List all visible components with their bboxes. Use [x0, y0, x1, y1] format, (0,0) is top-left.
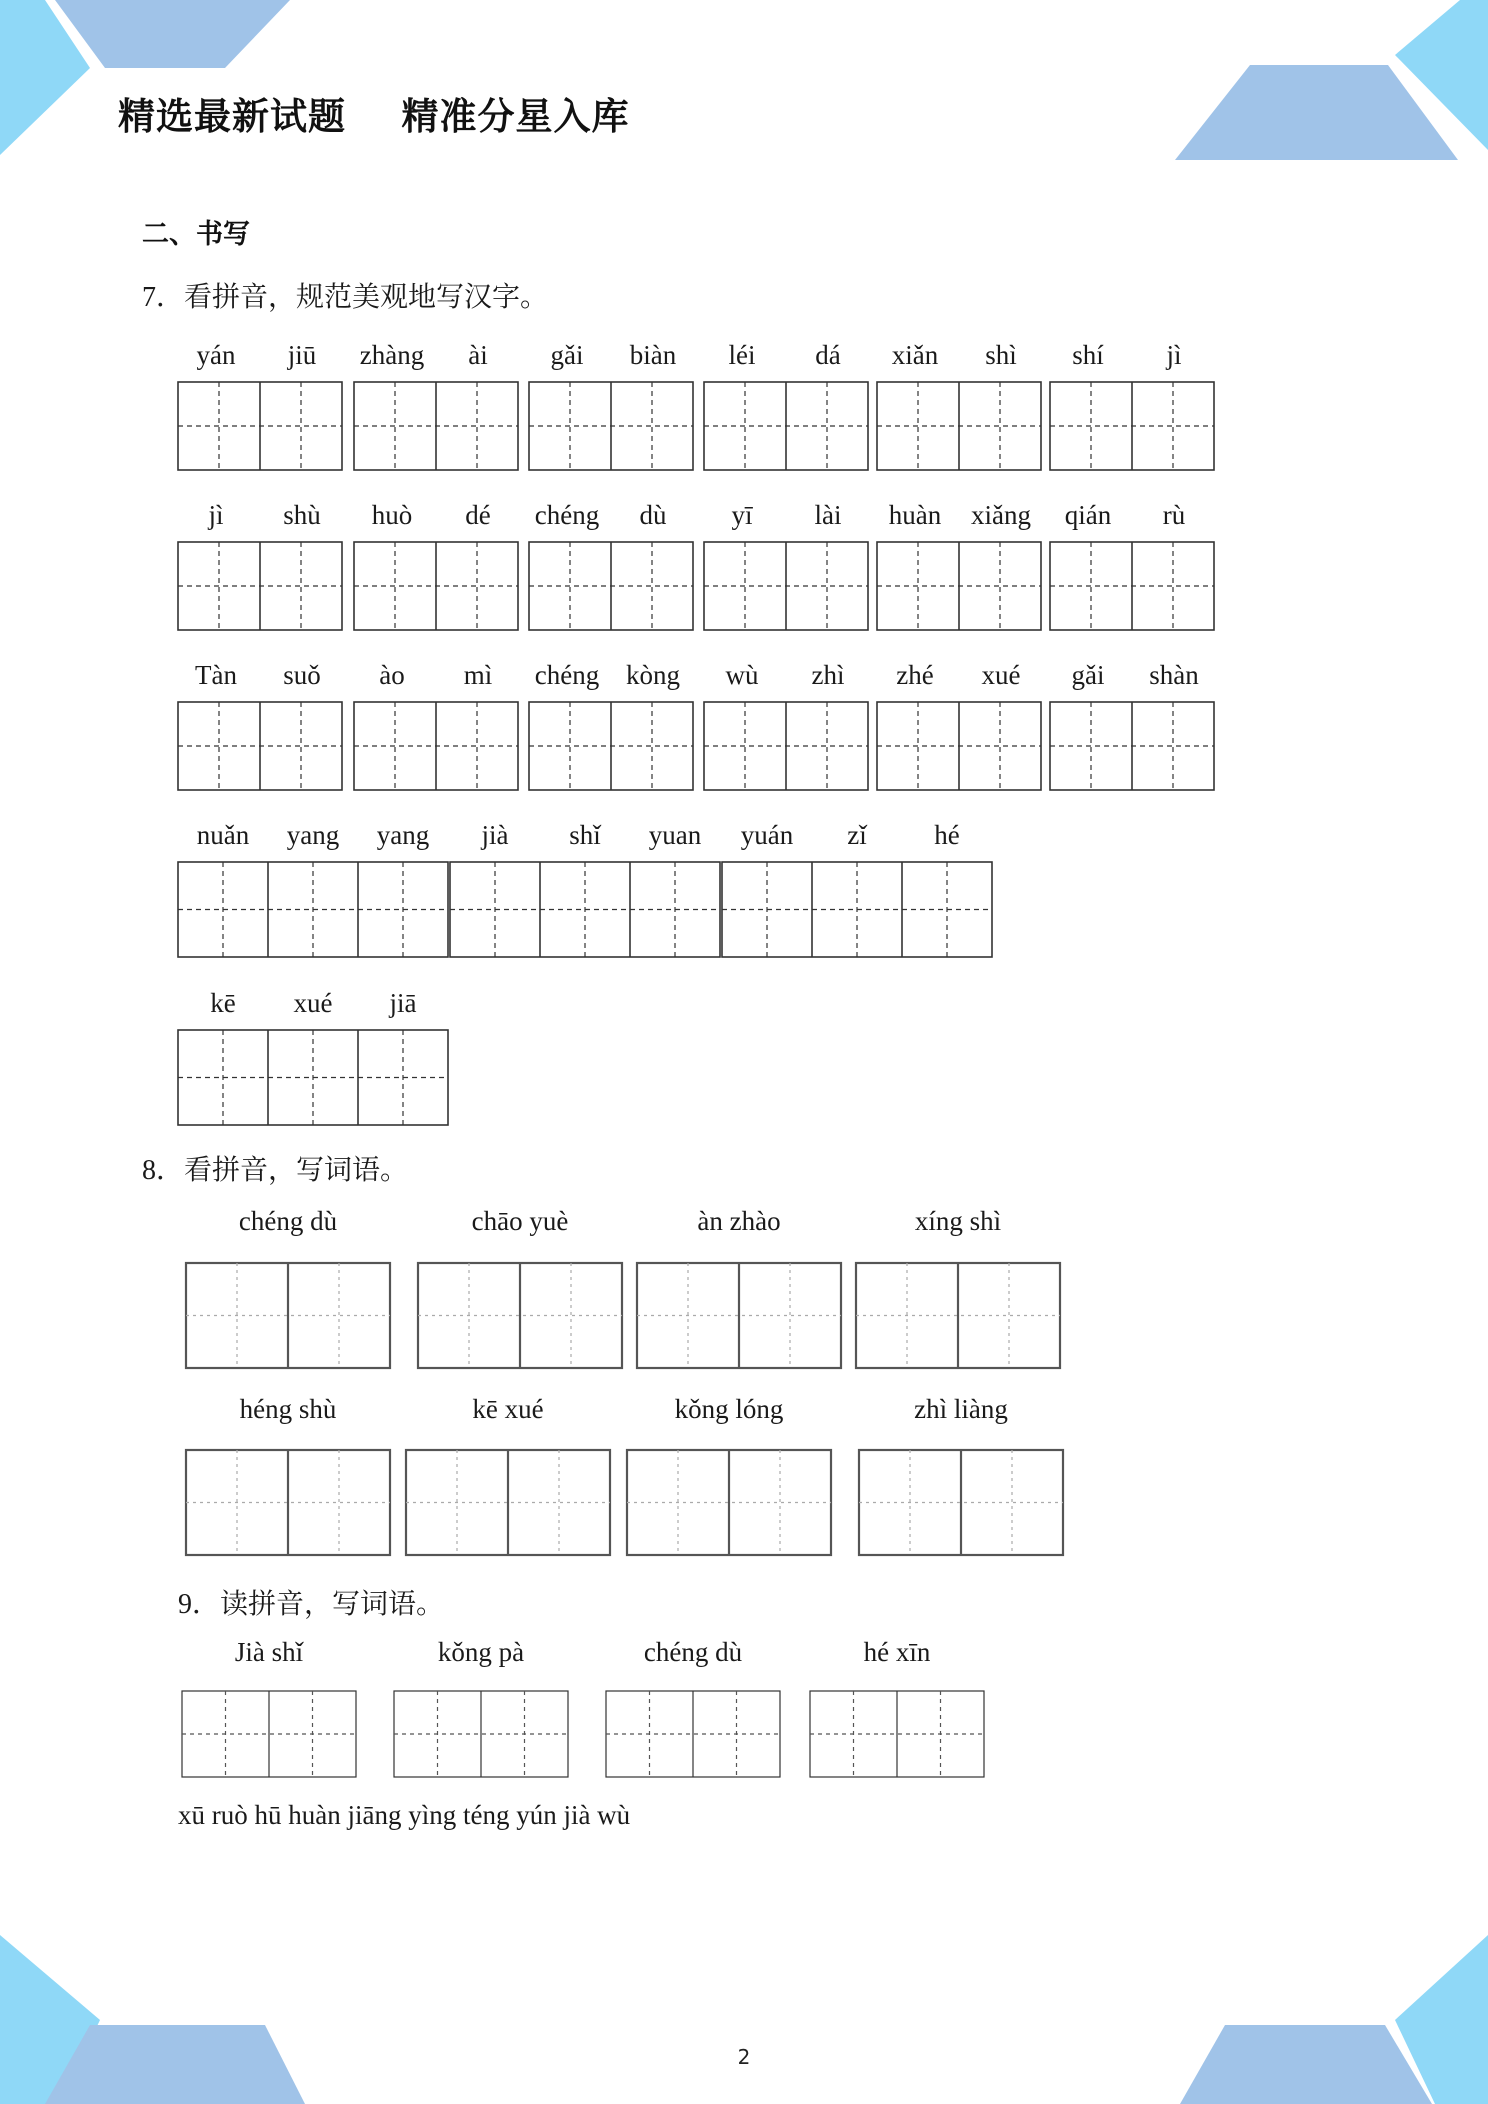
writing-grid[interactable] [527, 540, 695, 632]
pinyin-label: yang [376, 820, 430, 850]
pinyin-label: ài [468, 340, 488, 370]
pinyin-label: wù [725, 660, 759, 690]
pinyin-label: yán [196, 340, 236, 370]
question-8-title: 8．看拼音，写词语。 [142, 1155, 409, 1186]
pinyin-label: rù [1162, 500, 1186, 530]
pinyin-label: lài [814, 500, 842, 530]
pinyin-label: yuan [648, 820, 702, 850]
pinyin-label: yang [286, 820, 340, 850]
writing-grid[interactable] [180, 1689, 358, 1779]
writing-grid[interactable] [176, 1028, 450, 1127]
pinyin-label: zhì [811, 660, 845, 690]
pinyin-label: àn zhào [697, 1206, 781, 1236]
pinyin-label: kē xué [472, 1394, 544, 1424]
question-7-title: 7．看拼音，规范美观地写汉字。 [142, 282, 549, 313]
writing-grid[interactable] [527, 700, 695, 792]
pinyin-label: dá [815, 340, 841, 370]
pinyin-label: suǒ [283, 660, 321, 690]
pinyin-label: zǐ [847, 820, 867, 850]
pinyin-label: chéng dù [238, 1206, 338, 1236]
pinyin-label: shí [1072, 340, 1104, 370]
writing-grid[interactable] [635, 1261, 843, 1370]
writing-grid[interactable] [176, 380, 344, 472]
writing-grid[interactable] [875, 540, 1043, 632]
header-title: 精选最新试题 精准分星入库 [118, 95, 630, 138]
pinyin-label: hé xīn [863, 1637, 931, 1667]
pinyin-label: xiǎng [971, 500, 1031, 530]
writing-grid[interactable] [702, 380, 870, 472]
writing-grid[interactable] [527, 380, 695, 472]
pinyin-label: huò [371, 500, 413, 530]
writing-grid[interactable] [404, 1448, 612, 1557]
pinyin-label: chéng dù [643, 1637, 743, 1667]
section-heading: 二、书写 [142, 219, 250, 250]
writing-grid[interactable] [625, 1448, 833, 1557]
writing-grid[interactable] [857, 1448, 1065, 1557]
writing-grid[interactable] [702, 700, 870, 792]
pinyin-label: xué [981, 660, 1021, 690]
pinyin-label: kǒng pà [437, 1637, 525, 1667]
writing-grid[interactable] [352, 380, 520, 472]
writing-grid[interactable] [604, 1689, 782, 1779]
pinyin-label: kē [210, 988, 236, 1018]
pinyin-label: héng shù [239, 1394, 337, 1424]
writing-grid[interactable] [720, 860, 994, 959]
pinyin-label: qián [1064, 500, 1112, 530]
pinyin-label: dé [465, 500, 491, 530]
pinyin-label: chāo yuè [471, 1206, 569, 1236]
page-number: 2 [737, 2045, 751, 2069]
pinyin-label: chéng [534, 660, 600, 690]
pinyin-label: léi [728, 340, 756, 370]
writing-grid[interactable] [448, 860, 722, 959]
pinyin-label: mì [463, 660, 493, 690]
pinyin-label: jì [208, 500, 224, 530]
writing-grid[interactable] [1048, 380, 1216, 472]
pinyin-label: Tàn [195, 660, 237, 690]
pinyin-label: chéng [534, 500, 600, 530]
pinyin-label: jì [1166, 340, 1182, 370]
writing-grid[interactable] [176, 700, 344, 792]
question-9-title: 9．读拼音，写词语。 [178, 1589, 445, 1620]
pinyin-label: yī [731, 500, 753, 530]
pinyin-label: hé [934, 820, 960, 850]
pinyin-label: shì [985, 340, 1017, 370]
pinyin-label: xiǎn [891, 340, 939, 370]
pinyin-label: shù [283, 500, 321, 530]
pinyin-label: Jià shǐ [234, 1637, 304, 1667]
pinyin-label: zhàng [359, 340, 425, 370]
writing-grid[interactable] [1048, 700, 1216, 792]
writing-grid[interactable] [176, 540, 344, 632]
pinyin-label: gǎi [550, 340, 584, 370]
pinyin-label: jiā [389, 988, 417, 1018]
writing-grid[interactable] [184, 1261, 392, 1370]
pinyin-label: ào [379, 660, 405, 690]
pinyin-label: nuǎn [196, 820, 250, 850]
writing-grid[interactable] [176, 860, 450, 959]
writing-grid[interactable] [702, 540, 870, 632]
pinyin-label: xué [293, 988, 333, 1018]
pinyin-label: jiū [287, 340, 317, 370]
pinyin-label: huàn [888, 500, 942, 530]
writing-grid[interactable] [808, 1689, 986, 1779]
writing-grid[interactable] [854, 1261, 1062, 1370]
pinyin-label: kòng [626, 660, 680, 690]
pinyin-label: dù [639, 500, 667, 530]
pinyin-label: jià [481, 820, 509, 850]
answer-pinyin-line: xū ruò hū huàn jiāng yìng téng yún jià wù [178, 1800, 631, 1830]
pinyin-label: shàn [1149, 660, 1199, 690]
writing-grid[interactable] [875, 380, 1043, 472]
pinyin-label: yuán [740, 820, 794, 850]
writing-grid[interactable] [1048, 540, 1216, 632]
pinyin-label: zhì liàng [914, 1394, 1008, 1424]
writing-grid[interactable] [184, 1448, 392, 1557]
pinyin-label: gǎi [1071, 660, 1105, 690]
writing-grid[interactable] [352, 540, 520, 632]
pinyin-label: biàn [629, 340, 677, 370]
pinyin-label: shǐ [569, 820, 601, 850]
writing-grid[interactable] [416, 1261, 624, 1370]
pinyin-label: kǒng lóng [674, 1394, 784, 1424]
writing-grid[interactable] [392, 1689, 570, 1779]
writing-grid[interactable] [875, 700, 1043, 792]
writing-grid[interactable] [352, 700, 520, 792]
pinyin-label: xíng shì [914, 1206, 1002, 1236]
pinyin-label: zhé [896, 660, 934, 690]
